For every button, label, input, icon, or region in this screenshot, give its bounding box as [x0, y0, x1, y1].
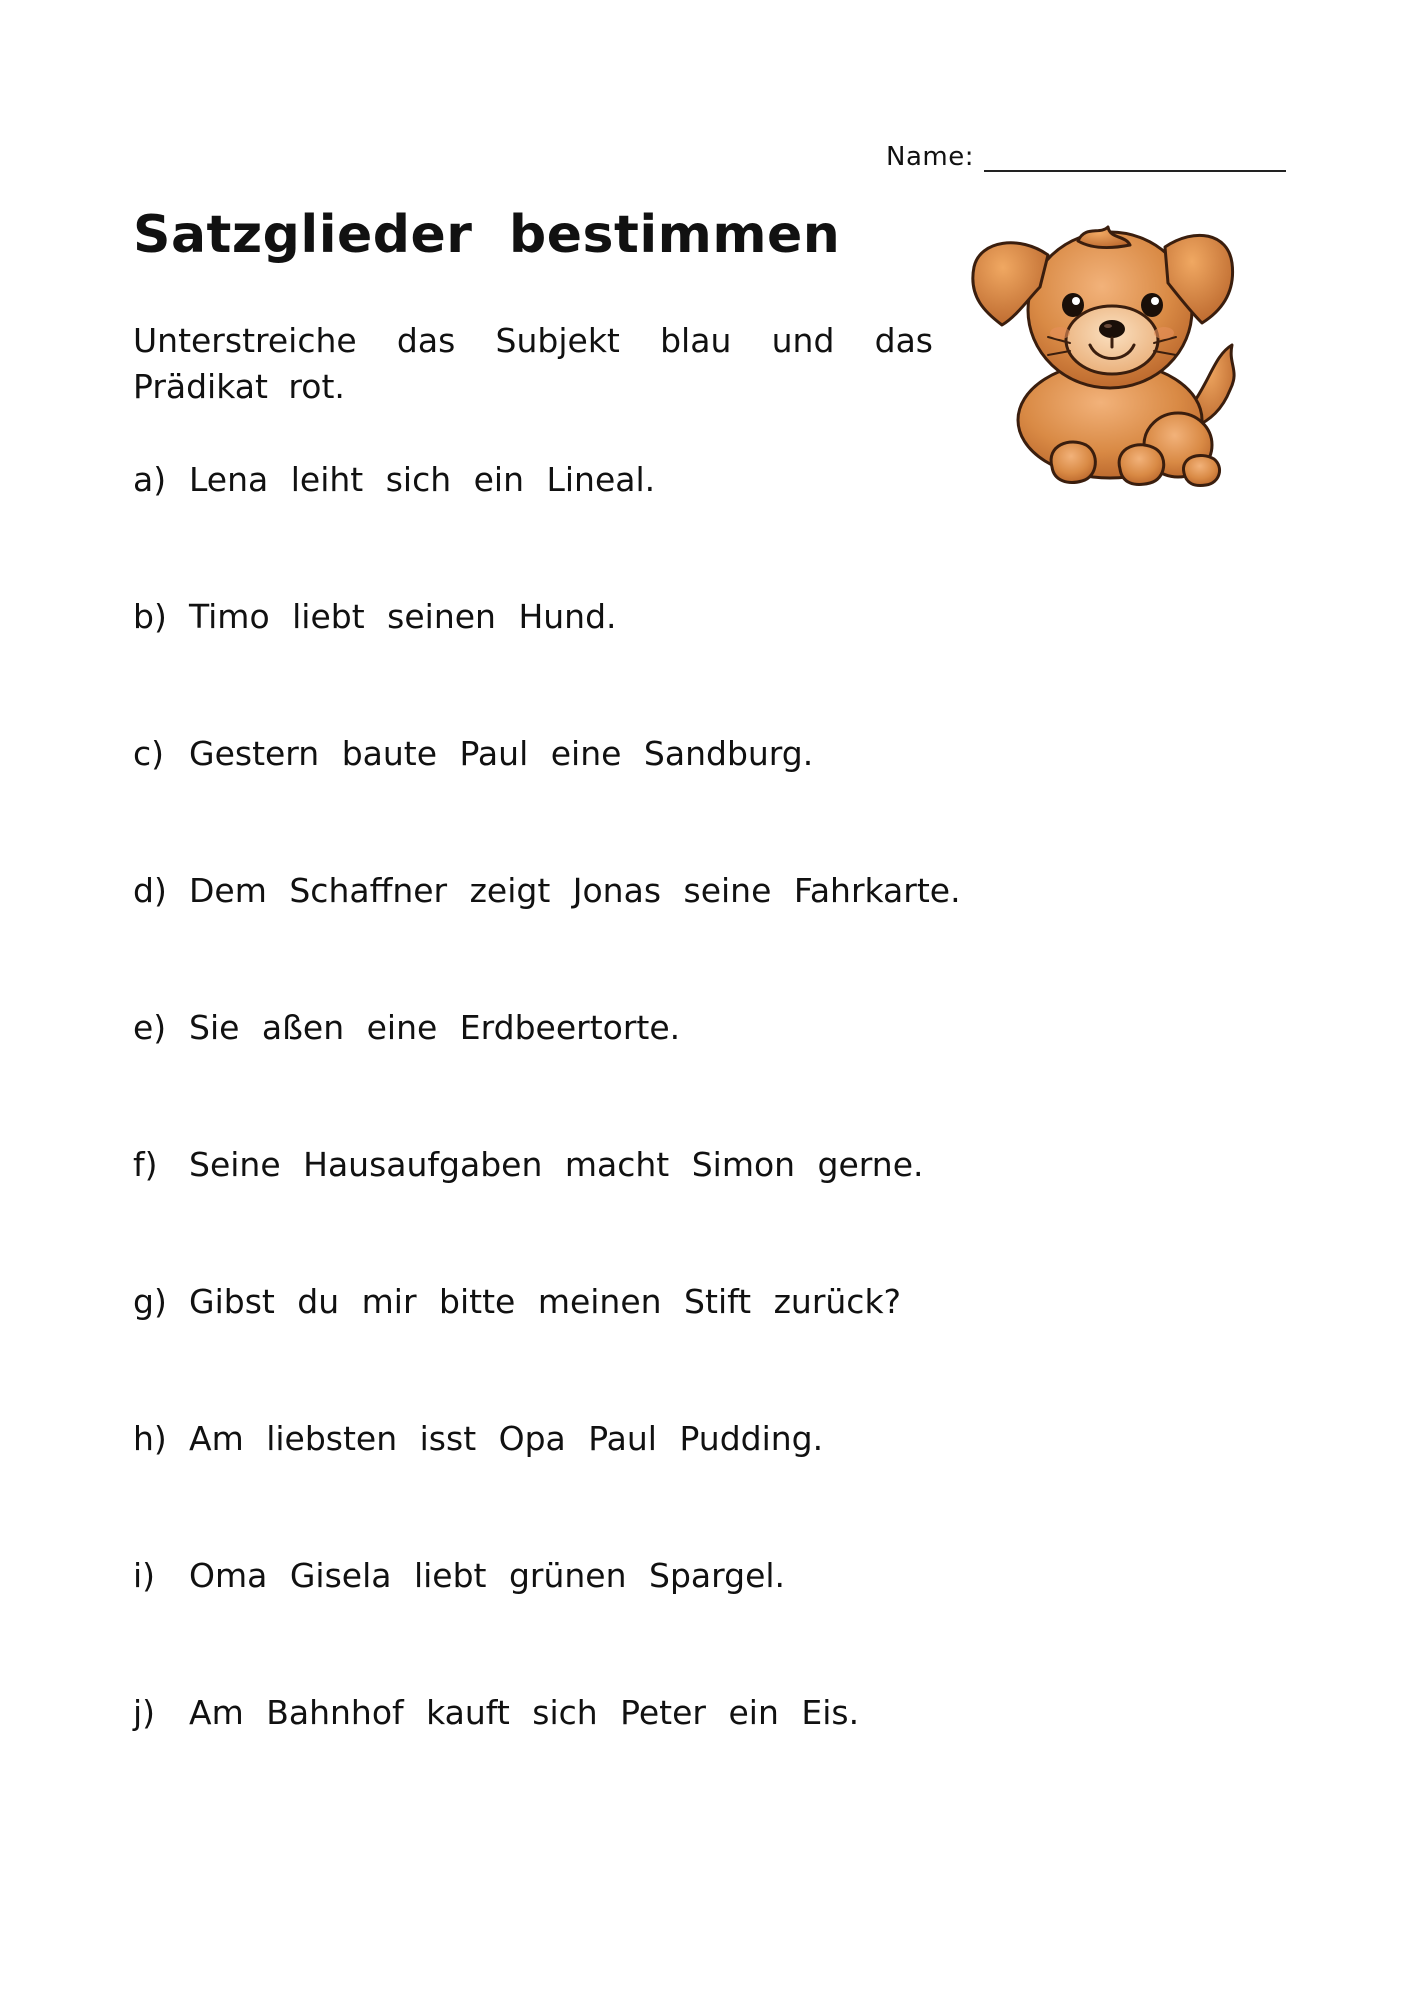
exercise-item[interactable] [133, 729, 1133, 866]
exercise-sentence[interactable]: Gibst du mir bitte meinen Stift zurück? [189, 1282, 902, 1321]
exercise-sentence[interactable]: Lena leiht sich ein Lineal. [189, 460, 656, 499]
exercise-item[interactable] [133, 1414, 1133, 1551]
exercise-item[interactable] [133, 1277, 1133, 1414]
exercise-sentence[interactable]: Timo liebt seinen Hund. [189, 597, 617, 636]
exercise-letter: h) [133, 1419, 167, 1458]
exercise-item[interactable] [133, 866, 1133, 1003]
exercise-item[interactable] [133, 455, 1133, 592]
exercise-sentence[interactable]: Sie aßen eine Erdbeertorte. [189, 1008, 681, 1047]
worksheet-title: Satzglieder bestimmen [133, 205, 841, 265]
exercise-sentence[interactable]: Gestern baute Paul eine Sandburg. [189, 734, 814, 773]
puppy-illustration [960, 205, 1260, 495]
name-field-row [886, 132, 1286, 172]
exercise-letter: d) [133, 871, 167, 910]
exercise-letter: e) [133, 1008, 167, 1047]
exercise-letter: f) [133, 1145, 158, 1184]
exercise-sentence[interactable]: Am Bahnhof kauft sich Peter ein Eis. [189, 1693, 860, 1732]
exercise-letter: j) [133, 1693, 156, 1732]
exercise-letter: b) [133, 597, 167, 636]
exercise-sentence[interactable]: Seine Hausaufgaben macht Simon gerne. [189, 1145, 924, 1184]
instruction-text: Unterstreiche das Subjekt blau und das Prädikat rot. [133, 321, 933, 406]
exercise-list [133, 455, 1133, 1825]
exercise-item[interactable] [133, 1551, 1133, 1688]
exercise-item[interactable] [133, 1688, 1133, 1825]
exercise-letter: g) [133, 1282, 167, 1321]
exercise-sentence[interactable]: Oma Gisela liebt grünen Spargel. [189, 1556, 786, 1595]
exercise-item[interactable] [133, 1140, 1133, 1277]
exercise-item[interactable] [133, 1003, 1133, 1140]
name-label: Name: [886, 142, 974, 172]
exercise-letter: i) [133, 1556, 156, 1595]
exercise-sentence[interactable]: Am liebsten isst Opa Paul Pudding. [189, 1419, 824, 1458]
exercise-item[interactable] [133, 592, 1133, 729]
exercise-letter: a) [133, 460, 167, 499]
exercise-sentence[interactable]: Dem Schaffner zeigt Jonas seine Fahrkarte. [189, 871, 961, 910]
name-write-line[interactable] [984, 136, 1286, 172]
exercise-letter: c) [133, 734, 165, 773]
